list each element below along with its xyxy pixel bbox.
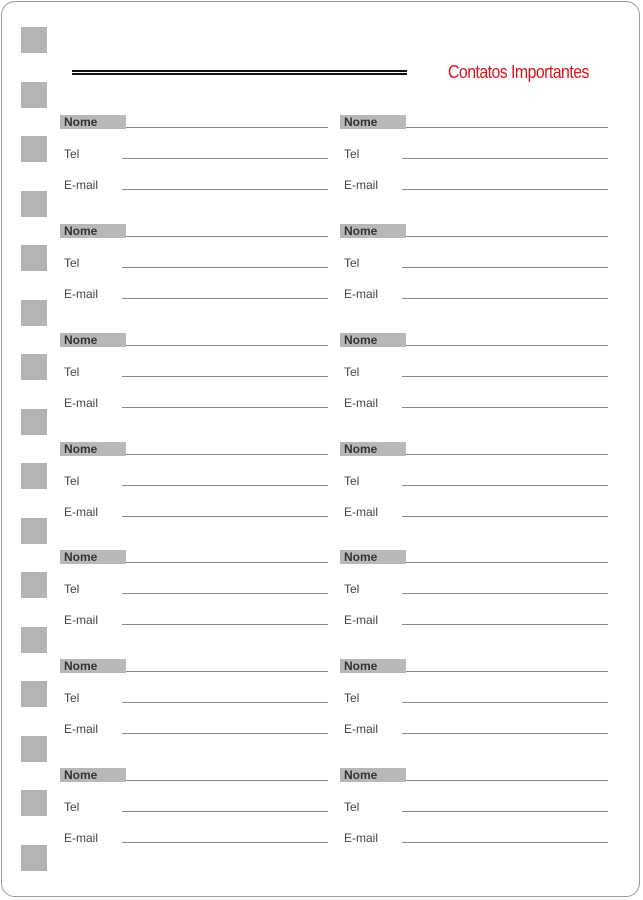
tel-entry-line[interactable] <box>122 267 328 268</box>
tel-entry-line[interactable] <box>402 593 608 594</box>
contact-card <box>60 333 328 411</box>
tel-label: Tel <box>344 365 360 379</box>
email-label: E-mail <box>64 287 99 301</box>
email-entry-line[interactable] <box>122 189 328 190</box>
email-entry-line[interactable] <box>402 516 608 517</box>
email-label: E-mail <box>64 831 99 845</box>
email-label: E-mail <box>64 505 99 519</box>
tel-label: Tel <box>344 582 360 596</box>
tel-entry-line[interactable] <box>122 593 328 594</box>
email-label: E-mail <box>344 505 379 519</box>
name-label: Nome <box>340 659 406 673</box>
name-label: Nome <box>340 442 406 456</box>
binding-hole <box>21 736 47 762</box>
name-label: Nome <box>60 115 126 129</box>
name-label: Nome <box>340 333 406 347</box>
tel-entry-line[interactable] <box>122 811 328 812</box>
email-label: E-mail <box>344 178 379 192</box>
email-entry-line[interactable] <box>402 733 608 734</box>
name-entry-line[interactable] <box>406 236 608 237</box>
name-entry-line[interactable] <box>126 345 328 346</box>
name-label: Nome <box>340 224 406 238</box>
name-entry-line[interactable] <box>406 671 608 672</box>
contact-card <box>60 224 328 302</box>
binding-hole <box>21 463 47 489</box>
tel-label: Tel <box>64 256 80 270</box>
binding-hole <box>21 300 47 326</box>
tel-label: Tel <box>64 474 80 488</box>
email-entry-line[interactable] <box>402 407 608 408</box>
email-entry-line[interactable] <box>402 624 608 625</box>
contact-card <box>340 768 608 846</box>
email-label: E-mail <box>64 178 99 192</box>
name-label: Nome <box>60 659 126 673</box>
binding-hole <box>21 627 47 653</box>
name-entry-line[interactable] <box>406 454 608 455</box>
contact-card <box>340 442 608 520</box>
email-entry-line[interactable] <box>122 298 328 299</box>
binding-strip <box>2 2 62 896</box>
page-title: Contatos Importantes <box>448 62 589 82</box>
binding-hole <box>21 790 47 816</box>
name-entry-line[interactable] <box>406 562 608 563</box>
tel-entry-line[interactable] <box>402 485 608 486</box>
name-label: Nome <box>60 550 126 564</box>
name-entry-line[interactable] <box>126 562 328 563</box>
name-entry-line[interactable] <box>126 454 328 455</box>
binding-hole <box>21 518 47 544</box>
tel-label: Tel <box>64 365 80 379</box>
tel-entry-line[interactable] <box>402 267 608 268</box>
email-label: E-mail <box>344 287 379 301</box>
email-label: E-mail <box>64 613 99 627</box>
contact-card <box>340 333 608 411</box>
binding-hole <box>21 27 47 53</box>
tel-label: Tel <box>344 800 360 814</box>
name-label: Nome <box>60 224 126 238</box>
contact-card <box>60 550 328 628</box>
tel-entry-line[interactable] <box>122 158 328 159</box>
name-entry-line[interactable] <box>126 671 328 672</box>
tel-label: Tel <box>344 474 360 488</box>
contact-card <box>60 768 328 846</box>
tel-label: Tel <box>64 582 80 596</box>
name-label: Nome <box>340 768 406 782</box>
binding-hole <box>21 572 47 598</box>
tel-entry-line[interactable] <box>122 376 328 377</box>
binding-hole <box>21 409 47 435</box>
email-entry-line[interactable] <box>122 733 328 734</box>
tel-label: Tel <box>64 691 80 705</box>
email-label: E-mail <box>344 831 379 845</box>
tel-label: Tel <box>64 147 80 161</box>
email-label: E-mail <box>344 722 379 736</box>
name-label: Nome <box>60 333 126 347</box>
tel-label: Tel <box>64 800 80 814</box>
name-entry-line[interactable] <box>406 780 608 781</box>
tel-entry-line[interactable] <box>402 376 608 377</box>
binding-hole <box>21 245 47 271</box>
name-entry-line[interactable] <box>126 236 328 237</box>
tel-label: Tel <box>344 147 360 161</box>
name-label: Nome <box>60 442 126 456</box>
tel-entry-line[interactable] <box>122 485 328 486</box>
tel-entry-line[interactable] <box>402 811 608 812</box>
email-entry-line[interactable] <box>122 407 328 408</box>
name-label: Nome <box>340 115 406 129</box>
email-entry-line[interactable] <box>402 842 608 843</box>
email-label: E-mail <box>64 722 99 736</box>
name-label: Nome <box>60 768 126 782</box>
tel-entry-line[interactable] <box>402 702 608 703</box>
contact-card <box>340 224 608 302</box>
tel-entry-line[interactable] <box>402 158 608 159</box>
email-label: E-mail <box>64 396 99 410</box>
contacts-page <box>1 1 640 897</box>
header-double-rule <box>72 70 407 75</box>
binding-hole <box>21 845 47 871</box>
name-entry-line[interactable] <box>126 127 328 128</box>
contact-card <box>340 115 608 193</box>
binding-hole <box>21 354 47 380</box>
email-entry-line[interactable] <box>402 298 608 299</box>
email-entry-line[interactable] <box>402 189 608 190</box>
binding-hole <box>21 191 47 217</box>
email-label: E-mail <box>344 613 379 627</box>
name-label: Nome <box>340 550 406 564</box>
binding-hole <box>21 82 47 108</box>
name-entry-line[interactable] <box>126 780 328 781</box>
contact-card <box>60 442 328 520</box>
contact-card <box>340 659 608 737</box>
email-entry-line[interactable] <box>122 624 328 625</box>
contact-card <box>60 115 328 193</box>
contact-card <box>60 659 328 737</box>
tel-entry-line[interactable] <box>122 702 328 703</box>
tel-label: Tel <box>344 256 360 270</box>
binding-hole <box>21 681 47 707</box>
email-entry-line[interactable] <box>122 516 328 517</box>
tel-label: Tel <box>344 691 360 705</box>
binding-hole <box>21 136 47 162</box>
email-label: E-mail <box>344 396 379 410</box>
contact-card <box>340 550 608 628</box>
name-entry-line[interactable] <box>406 127 608 128</box>
name-entry-line[interactable] <box>406 345 608 346</box>
email-entry-line[interactable] <box>122 842 328 843</box>
